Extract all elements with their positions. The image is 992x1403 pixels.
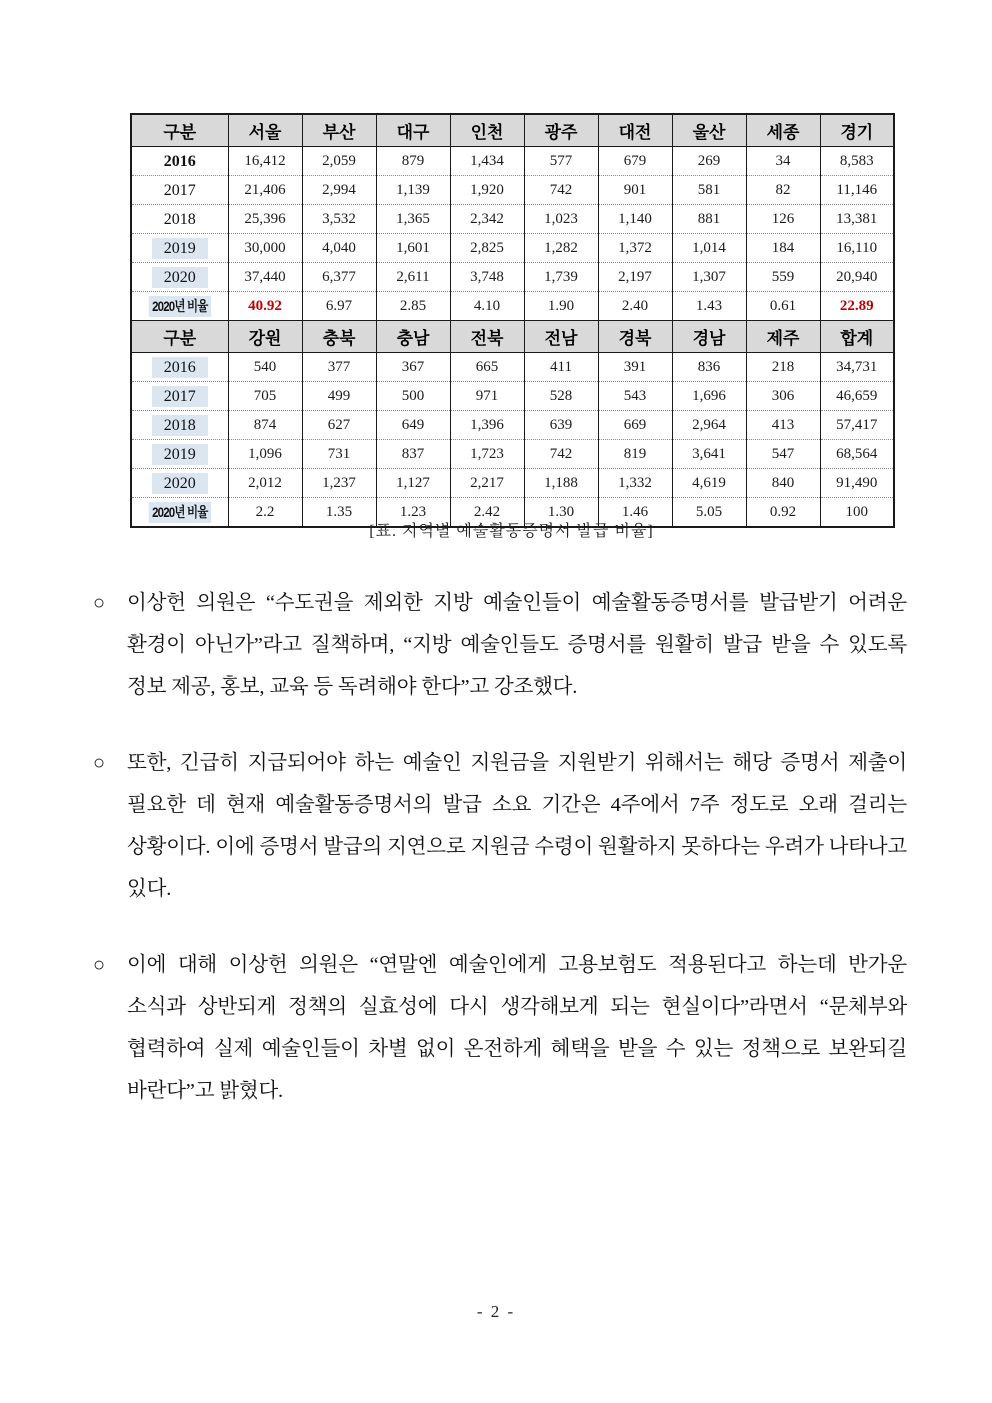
table-row xyxy=(131,147,894,176)
body-paragraph xyxy=(93,944,907,1112)
table-cell: 68,564 xyxy=(820,440,894,469)
table-cell: 1,014 xyxy=(672,234,746,263)
table-cell: 4,040 xyxy=(302,234,376,263)
table-cell: 57,417 xyxy=(820,411,894,440)
table-cell: 528 xyxy=(524,382,598,411)
table-cell: 126 xyxy=(746,205,820,234)
table-cell: 16,412 xyxy=(228,147,302,176)
table-row xyxy=(131,411,894,440)
row-label xyxy=(131,205,228,234)
table-cell: 34,731 xyxy=(820,353,894,382)
table-cell: 1.30 xyxy=(524,498,598,528)
year-label: 2017 xyxy=(163,181,196,199)
column-header: 경남 xyxy=(672,321,746,353)
column-header: 경기 xyxy=(820,114,894,147)
paragraph-text: 또한, 긴급히 지급되어야 하는 예술인 지원금을 지원받기 위해서는 해당 증명서 제출이 필요한 데 현재 예술활동증명서의 발급 소요 기간은 4주에서 7주 정도로 오래 걸리는 상황이다. 이에 증명서 발급의 지연으로 지원금 수령이 원활하지 못하다는 우려가 나타나고 있다. xyxy=(127,752,907,900)
table-cell: 1,434 xyxy=(450,147,524,176)
row-label xyxy=(131,469,228,498)
table-cell: 577 xyxy=(524,147,598,176)
table-cell: 559 xyxy=(746,263,820,292)
table-cell: 5.05 xyxy=(672,498,746,528)
table-cell: 1,188 xyxy=(524,469,598,498)
column-header: 광주 xyxy=(524,114,598,147)
table-cell: 881 xyxy=(672,205,746,234)
body-paragraphs xyxy=(93,582,907,1146)
table-row xyxy=(131,292,894,321)
column-header: 서울 xyxy=(228,114,302,147)
table-cell: 34 xyxy=(746,147,820,176)
table-cell: 25,396 xyxy=(228,205,302,234)
table-cell: 13,381 xyxy=(820,205,894,234)
regional-certificate-table xyxy=(130,113,895,528)
table-cell: 1,739 xyxy=(524,263,598,292)
table-cell: 1.90 xyxy=(524,292,598,321)
table-cell: 3,748 xyxy=(450,263,524,292)
table-cell: 20,940 xyxy=(820,263,894,292)
table-cell: 1,723 xyxy=(450,440,524,469)
ratio-row-label: 2020년 비율 xyxy=(149,502,211,523)
table-cell: 2,012 xyxy=(228,469,302,498)
column-header: 인천 xyxy=(450,114,524,147)
column-header: 구분 xyxy=(131,321,228,353)
table-cell: 1.35 xyxy=(302,498,376,528)
table-row xyxy=(131,382,894,411)
table-cell: 269 xyxy=(672,147,746,176)
year-label: 2020 xyxy=(152,473,208,494)
table-cell: 705 xyxy=(228,382,302,411)
table-cell: 6.97 xyxy=(302,292,376,321)
table-cell: 837 xyxy=(376,440,450,469)
table-cell: 1,139 xyxy=(376,176,450,205)
table-header-row xyxy=(131,114,894,147)
row-label xyxy=(131,411,228,440)
bullet-circle-icon: ○ xyxy=(93,592,106,614)
table-cell: 649 xyxy=(376,411,450,440)
table-cell: 543 xyxy=(598,382,672,411)
table-cell: 874 xyxy=(228,411,302,440)
year-label: 2020 xyxy=(152,267,208,288)
row-label xyxy=(131,440,228,469)
column-header: 경북 xyxy=(598,321,672,353)
table-cell: 413 xyxy=(746,411,820,440)
table-cell: 4.10 xyxy=(450,292,524,321)
table-cell: 218 xyxy=(746,353,820,382)
table-cell: 1.23 xyxy=(376,498,450,528)
column-header: 부산 xyxy=(302,114,376,147)
body-paragraph xyxy=(93,582,907,708)
table-row xyxy=(131,205,894,234)
bullet-circle-icon: ○ xyxy=(93,954,106,976)
table-caption: [표. 지역별 예술활동증명서 발급 비율] xyxy=(369,523,654,540)
row-label xyxy=(131,234,228,263)
year-label: 2019 xyxy=(152,444,208,465)
ratio-row-label: 2020년 비율 xyxy=(149,296,211,317)
table-cell: 547 xyxy=(746,440,820,469)
table-cell: 40.92 xyxy=(228,292,302,321)
bullet-circle-icon: ○ xyxy=(93,752,106,774)
table-cell: 367 xyxy=(376,353,450,382)
table-cell: 377 xyxy=(302,353,376,382)
table-cell: 1.46 xyxy=(598,498,672,528)
table-cell: 1,140 xyxy=(598,205,672,234)
table-cell: 665 xyxy=(450,353,524,382)
table-cell: 22.89 xyxy=(820,292,894,321)
table-cell: 1,023 xyxy=(524,205,598,234)
table-cell: 3,532 xyxy=(302,205,376,234)
table-row xyxy=(131,234,894,263)
table-cell: 742 xyxy=(524,176,598,205)
table-cell: 2.42 xyxy=(450,498,524,528)
table-cell: 46,659 xyxy=(820,382,894,411)
table-cell: 500 xyxy=(376,382,450,411)
table-cell: 1,307 xyxy=(672,263,746,292)
table-row xyxy=(131,263,894,292)
row-label xyxy=(131,263,228,292)
column-header: 전북 xyxy=(450,321,524,353)
year-label: 2017 xyxy=(152,386,208,407)
table-cell: 2.40 xyxy=(598,292,672,321)
year-label: 2016 xyxy=(152,357,208,378)
table-cell: 21,406 xyxy=(228,176,302,205)
row-label xyxy=(131,382,228,411)
table-cell: 1,372 xyxy=(598,234,672,263)
table-cell: 879 xyxy=(376,147,450,176)
table-cell: 836 xyxy=(672,353,746,382)
paragraph-text: 이상헌 의원은 “수도권을 제외한 지방 예술인들이 예술활동증명서를 발급받기 어려운 환경이 아닌가”라고 질책하며, “지방 예술인들도 증명서를 원활히 발급 받을 수 있도록 정보 제공, 홍보, 교육 등 독려해야 한다”고 강조했다. xyxy=(127,592,907,698)
table-cell: 2,611 xyxy=(376,263,450,292)
table-cell: 1,696 xyxy=(672,382,746,411)
column-header: 제주 xyxy=(746,321,820,353)
table-cell: 37,440 xyxy=(228,263,302,292)
table-cell: 2.2 xyxy=(228,498,302,528)
table-cell: 679 xyxy=(598,147,672,176)
table-row xyxy=(131,440,894,469)
column-header: 충남 xyxy=(376,321,450,353)
row-label xyxy=(131,176,228,205)
table-cell: 581 xyxy=(672,176,746,205)
column-header: 강원 xyxy=(228,321,302,353)
column-header: 대전 xyxy=(598,114,672,147)
row-label xyxy=(131,292,228,321)
table-cell: 731 xyxy=(302,440,376,469)
column-header: 구분 xyxy=(131,114,228,147)
table-cell: 2.85 xyxy=(376,292,450,321)
table-cell: 30,000 xyxy=(228,234,302,263)
table-cell: 2,994 xyxy=(302,176,376,205)
row-label xyxy=(131,353,228,382)
table-cell: 0.92 xyxy=(746,498,820,528)
table-cell: 0.61 xyxy=(746,292,820,321)
column-header: 울산 xyxy=(672,114,746,147)
table-cell: 82 xyxy=(746,176,820,205)
column-header: 전남 xyxy=(524,321,598,353)
column-header: 세종 xyxy=(746,114,820,147)
table-cell: 971 xyxy=(450,382,524,411)
table-cell: 1.43 xyxy=(672,292,746,321)
table-cell: 184 xyxy=(746,234,820,263)
table-row xyxy=(131,353,894,382)
year-label: 2019 xyxy=(152,238,208,259)
table-cell: 11,146 xyxy=(820,176,894,205)
table-cell: 2,059 xyxy=(302,147,376,176)
column-header: 합계 xyxy=(820,321,894,353)
table-cell: 91,490 xyxy=(820,469,894,498)
table-cell: 639 xyxy=(524,411,598,440)
column-header: 충북 xyxy=(302,321,376,353)
table-cell: 6,377 xyxy=(302,263,376,292)
year-label: 2018 xyxy=(152,415,208,436)
paragraph-text: 이에 대해 이상헌 의원은 “연말엔 예술인에게 고용보험도 적용된다고 하는데 반가운 소식과 상반되게 정책의 실효성에 다시 생각해보게 되는 현실이다”라면서 “문체부와 협력하여 실제 예술인들이 차별 없이 온전하게 혜택을 받을 수 있는 정책으로 보완되길 바란다”고 밝혔다. xyxy=(127,954,907,1102)
table-cell: 819 xyxy=(598,440,672,469)
table-cell: 16,110 xyxy=(820,234,894,263)
row-label xyxy=(131,147,228,176)
table-cell: 1,127 xyxy=(376,469,450,498)
table-cell: 1,332 xyxy=(598,469,672,498)
table-cell: 2,217 xyxy=(450,469,524,498)
table-cell: 3,641 xyxy=(672,440,746,469)
table-header-row xyxy=(131,321,894,353)
table-cell: 840 xyxy=(746,469,820,498)
table-cell: 742 xyxy=(524,440,598,469)
table-cell: 2,342 xyxy=(450,205,524,234)
table-cell: 669 xyxy=(598,411,672,440)
table-cell: 627 xyxy=(302,411,376,440)
page-number: - 2 - xyxy=(476,1302,516,1321)
table-cell: 2,825 xyxy=(450,234,524,263)
table-cell: 1,365 xyxy=(376,205,450,234)
table-cell: 1,601 xyxy=(376,234,450,263)
table-cell: 1,920 xyxy=(450,176,524,205)
table-cell: 4,619 xyxy=(672,469,746,498)
table-cell: 391 xyxy=(598,353,672,382)
table-cell: 901 xyxy=(598,176,672,205)
year-label: 2016 xyxy=(163,152,196,170)
table-cell: 1,096 xyxy=(228,440,302,469)
table-cell: 2,964 xyxy=(672,411,746,440)
column-header: 대구 xyxy=(376,114,450,147)
table-row xyxy=(131,176,894,205)
table-cell: 1,282 xyxy=(524,234,598,263)
table-cell: 540 xyxy=(228,353,302,382)
table-cell: 1,237 xyxy=(302,469,376,498)
table-cell: 306 xyxy=(746,382,820,411)
table-cell: 2,197 xyxy=(598,263,672,292)
table-cell: 1,396 xyxy=(450,411,524,440)
table-row xyxy=(131,469,894,498)
year-label: 2018 xyxy=(163,210,196,228)
table-cell: 100 xyxy=(820,498,894,528)
table-cell: 411 xyxy=(524,353,598,382)
table-cell: 8,583 xyxy=(820,147,894,176)
body-paragraph xyxy=(93,742,907,910)
table-cell: 499 xyxy=(302,382,376,411)
